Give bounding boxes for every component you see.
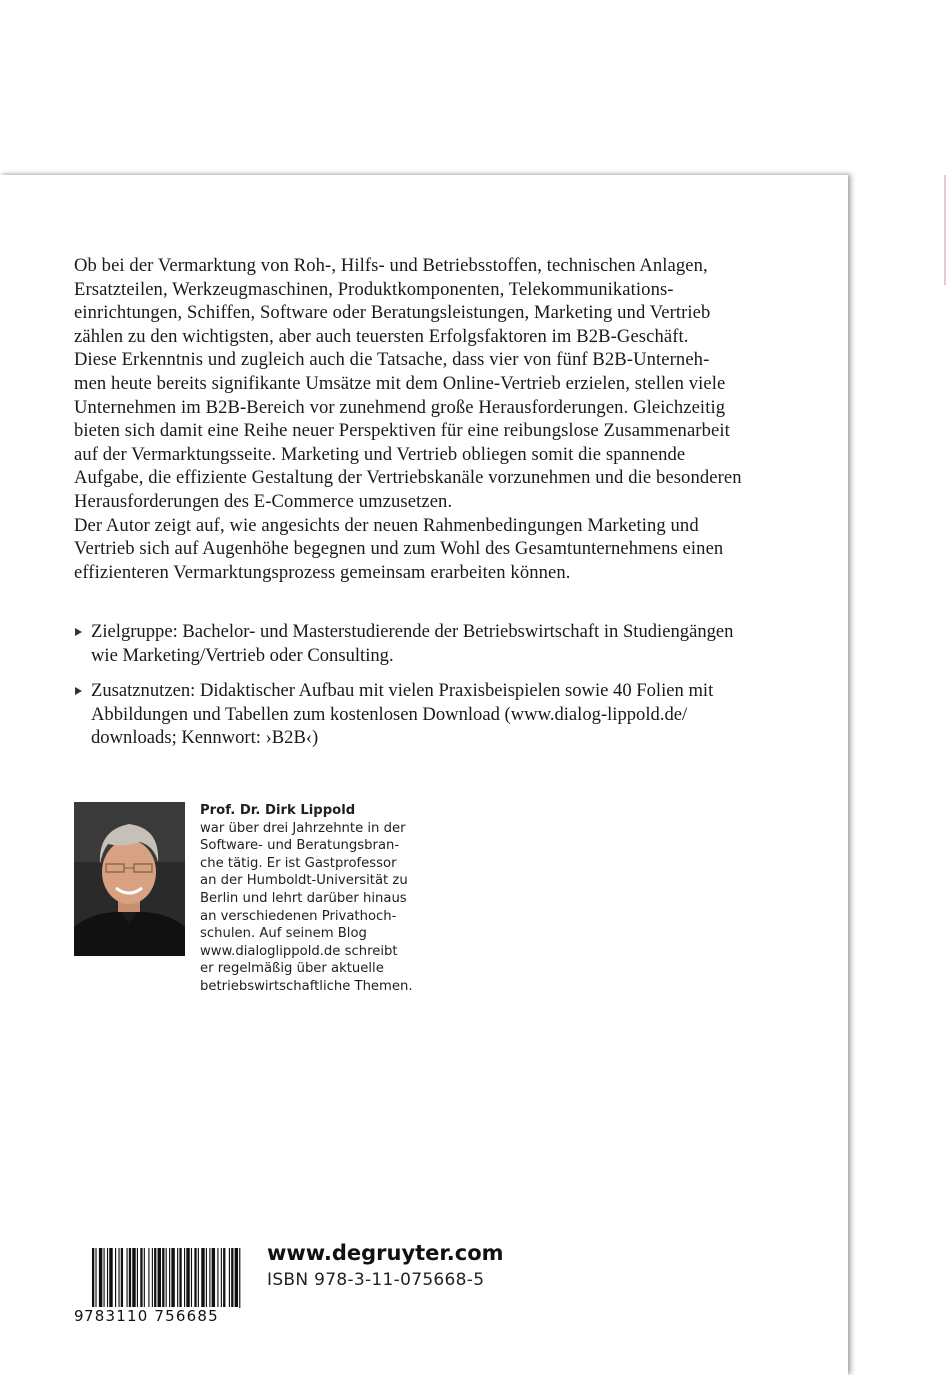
feature-item-added-value [74, 679, 814, 750]
blurb-text [74, 254, 804, 584]
blurb-line: Ersatzteilen, Werkzeugmaschinen, Produktkomponenten, Telekommunikations- [74, 278, 674, 300]
blurb-line: auf der Vermarktungsseite. Marketing und Vertrieb obliegen somit die spannende [74, 443, 686, 465]
bio-line: che tätig. Er ist Gastprofessor [200, 855, 397, 871]
blurb-line: bieten sich damit eine Reihe neuer Perspektiven für eine reibungslose Zusammenarbeit [74, 420, 730, 442]
blurb-line: Ob bei der Vermarktung von Roh-, Hilfs- und Betriebsstoffen, technischen Anlagen, [74, 255, 708, 276]
bio-line: er regelmäßig über aktuelle [200, 961, 384, 977]
feature-line: downloads; Kennwort: ›B2B‹) [91, 727, 319, 749]
triangle-bullet-icon [75, 628, 82, 636]
bio-line: Software- und Beratungsbran- [200, 838, 400, 854]
blurb-line: Der Autor zeigt auf, wie angesichts der neuen Rahmenbedingungen Marketing und [74, 514, 699, 536]
barcode-digits: 783110 756685 [84, 1307, 239, 1325]
blurb-line: Herausforderungen des E-Commerce umzusetzen. [74, 490, 453, 512]
author-photo [74, 802, 185, 956]
blurb-line: Diese Erkenntnis und zugleich auch die Tatsache, dass vier von fünf B2B-Unterneh- [74, 349, 710, 371]
publisher-website[interactable]: www.degruyter.com [267, 1241, 504, 1265]
feature-line: Zielgruppe: Bachelor- und Masterstudierende der Betriebswirtschaft in Studiengängen [91, 621, 734, 642]
feature-line: Abbildungen und Tabellen zum kostenlosen Download (www.dialog-lippold.de/ [91, 703, 688, 725]
blurb-line: Vertrieb sich auf Augenhöhe begegnen und zum Wohl des Gesamtunternehmens einen [74, 538, 724, 560]
blurb-line: effizienteren Vermarktungsprozess gemeinsam erarbeiten können. [74, 561, 571, 583]
bio-line: schulen. Auf seinem Blog [200, 926, 367, 942]
bio-line: www.dialoglippold.de schreibt [200, 943, 398, 959]
blurb-line: Aufgabe, die effiziente Gestaltung der Vertriebskanäle vorzunehmen und die besonderen [74, 467, 742, 489]
bio-line: betriebswirtschaftliche Themen. [200, 978, 413, 994]
blurb-line: zählen zu den wichtigsten, aber auch teuersten Erfolgsfaktoren im B2B-Geschäft. [74, 325, 689, 347]
bio-line: an der Humboldt-Universität zu [200, 873, 408, 889]
author-bio [200, 802, 460, 996]
feature-item-target-group [74, 620, 814, 667]
feature-line: Zusatznutzen: Didaktischer Aufbau mit vielen Praxisbeispielen sowie 40 Folien mit [91, 680, 714, 702]
blurb-line: Unternehmen im B2B-Bereich vor zunehmend große Herausforderungen. Gleichzeitig [74, 396, 726, 418]
feature-list [74, 620, 814, 762]
blurb-line: einrichtungen, Schiffen, Software oder Beratungsleistungen, Marketing und Vertrieb [74, 302, 711, 324]
blurb-line: men heute bereits signifikante Umsätze mit dem Online-Vertrieb erzielen, stellen viele [74, 372, 726, 394]
feature-line: wie Marketing/Vertrieb oder Consulting. [91, 644, 394, 666]
barcode-lead-digit: 9 [74, 1307, 84, 1325]
triangle-bullet-icon [75, 687, 82, 695]
bio-line: Berlin und lehrt darüber hinaus [200, 890, 407, 906]
isbn-number: ISBN 978-3-11-075668-5 [267, 1270, 485, 1290]
bio-line: an verschiedenen Privathoch- [200, 908, 397, 924]
author-name: Prof. Dr. Dirk Lippold [200, 803, 356, 818]
bio-line: war über drei Jahrzehnte in der [200, 820, 406, 836]
